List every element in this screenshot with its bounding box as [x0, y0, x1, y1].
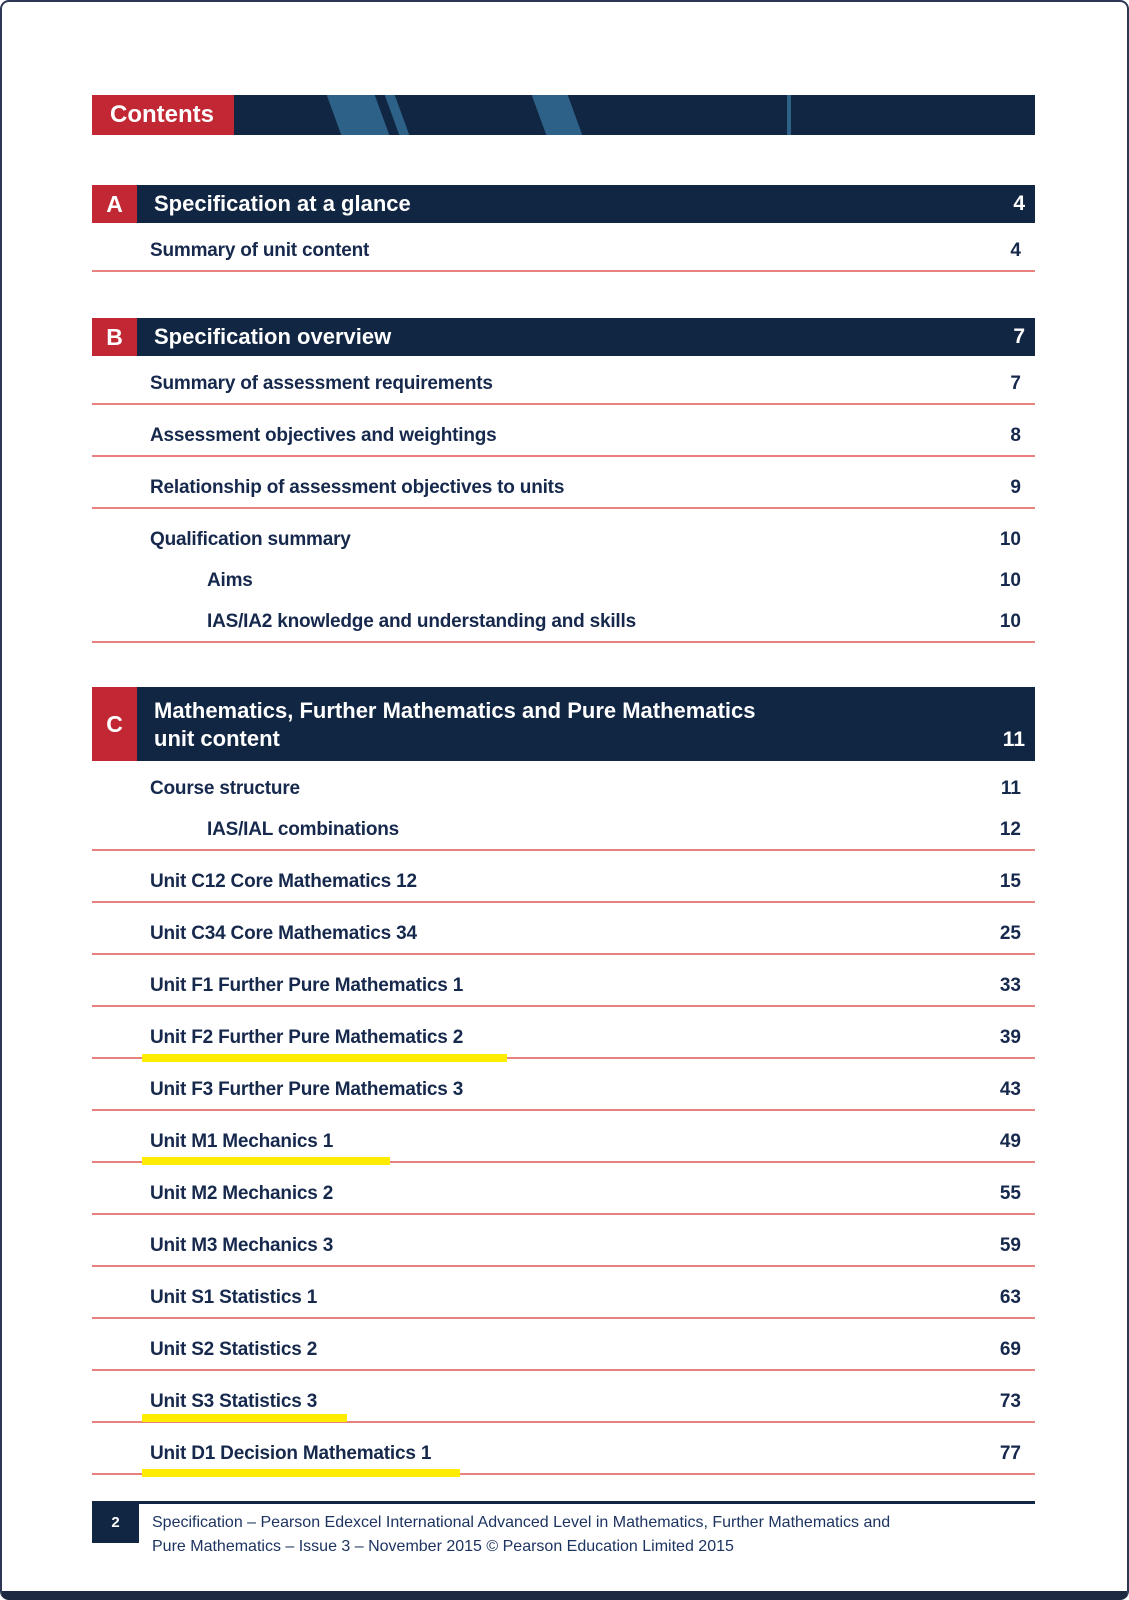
toc-entry-page: 15 [999, 871, 1021, 892]
toc-entry-page: 9 [1010, 477, 1021, 498]
toc-entry-label: Summary of unit content [150, 240, 370, 261]
toc-entry-label: Relationship of assessment objectives to units [150, 477, 565, 498]
toc-entry[interactable] [92, 778, 1035, 808]
toc-entry-label: Unit S1 Statistics 1 [150, 1287, 318, 1308]
toc-entry[interactable] [92, 1183, 1035, 1215]
toc-entry[interactable] [92, 373, 1035, 405]
toc-entry-label: Summary of assessment requirements [150, 373, 493, 394]
yellow-highlight-mark [142, 1414, 347, 1422]
contents-header-bar [92, 95, 1035, 135]
toc-entry[interactable] [92, 1027, 1035, 1059]
yellow-highlight-mark [142, 1054, 507, 1062]
footer-rule [92, 1501, 1035, 1504]
toc-entry-page: 10 [999, 570, 1021, 591]
toc-entry-page: 12 [999, 819, 1021, 840]
section-header-c[interactable] [92, 687, 1035, 761]
toc-entry-label: Unit F3 Further Pure Mathematics 3 [150, 1079, 464, 1100]
toc-entry-page: 33 [999, 975, 1021, 996]
toc-entry-label: IAS/IAL combinations [207, 819, 400, 840]
toc-entry[interactable] [92, 425, 1035, 457]
toc-entry-label: IAS/IA2 knowledge and understanding and skills [207, 611, 636, 632]
section-title-bar [137, 318, 1035, 356]
section-title: Specification at a glance [154, 191, 411, 216]
toc-entry[interactable] [92, 819, 1035, 851]
toc-entry[interactable] [92, 477, 1035, 509]
toc-entry-label: Unit S2 Statistics 2 [150, 1339, 318, 1360]
toc-entry[interactable] [92, 1339, 1035, 1371]
toc-entry-label: Unit F1 Further Pure Mathematics 1 [150, 975, 464, 996]
section-title-bar [137, 687, 1035, 761]
toc-entry-page: 10 [999, 529, 1021, 550]
diagonal-stripe [530, 95, 585, 135]
toc-entry-page: 4 [1010, 240, 1021, 261]
toc-entry-page: 77 [999, 1443, 1021, 1464]
toc-entry-label: Unit F2 Further Pure Mathematics 2 [150, 1027, 464, 1048]
vertical-line [787, 95, 791, 135]
toc-entry-page: 73 [999, 1391, 1021, 1412]
toc-entry[interactable] [92, 1235, 1035, 1267]
toc-entry-page: 49 [999, 1131, 1021, 1152]
section-letter: C [92, 687, 137, 761]
header-decorative-strip [234, 95, 1035, 135]
toc-entry-label: Course structure [150, 778, 300, 799]
section-page-number: 4 [1013, 192, 1025, 215]
section-title [154, 697, 756, 753]
toc-entry-label: Qualification summary [150, 529, 351, 550]
toc-entry-page: 39 [999, 1027, 1021, 1048]
toc-entry-page: 11 [1000, 778, 1021, 799]
toc-entry[interactable] [92, 1079, 1035, 1111]
toc-entry-page: 69 [999, 1339, 1021, 1360]
section-title: Specification overview [154, 324, 392, 349]
footer-text [152, 1511, 1035, 1559]
toc-entry-label: Unit M3 Mechanics 3 [150, 1235, 334, 1256]
section-title-bar [137, 185, 1035, 223]
toc-entry-label: Assessment objectives and weightings [150, 425, 497, 446]
toc-entry-label: Unit M1 Mechanics 1 [150, 1131, 334, 1152]
toc-entry-page: 63 [999, 1287, 1021, 1308]
page-footer [92, 1501, 1035, 1559]
toc-entry[interactable] [92, 923, 1035, 955]
page-title: Contents [92, 95, 234, 135]
section-page-number: 11 [1002, 728, 1025, 751]
toc-entry[interactable] [92, 611, 1035, 643]
toc-entry-label: Unit C12 Core Mathematics 12 [150, 871, 417, 892]
toc-entry[interactable] [92, 529, 1035, 559]
section-page-number: 7 [1013, 325, 1025, 348]
toc-entry-label: Unit C34 Core Mathematics 34 [150, 923, 417, 944]
toc-entry[interactable] [92, 1391, 1035, 1423]
yellow-highlight-mark [142, 1157, 390, 1165]
toc-entry-label: Aims [207, 570, 253, 591]
toc-entry-page: 59 [999, 1235, 1021, 1256]
section-letter: B [92, 318, 137, 356]
toc-entry-page: 8 [1010, 425, 1021, 446]
page-number-badge: 2 [92, 1501, 139, 1543]
toc-entry-page: 10 [999, 611, 1021, 632]
toc-entry-label: Unit M2 Mechanics 2 [150, 1183, 334, 1204]
section-title-line2: unit content [154, 726, 280, 752]
footer-text-line2: Pure Mathematics – Issue 3 – November 2015 © Pearson Education Limited 2015 [152, 1538, 734, 1555]
toc-entry[interactable] [92, 1287, 1035, 1319]
toc-entry[interactable] [92, 871, 1035, 903]
toc-entry[interactable] [92, 1443, 1035, 1475]
toc-entry[interactable] [92, 570, 1035, 600]
section-title-line1: Mathematics, Further Mathematics and Pure Mathematics [154, 698, 756, 724]
yellow-highlight-mark [142, 1469, 460, 1477]
section-header-b[interactable] [92, 318, 1035, 356]
footer-text-line1: Specification – Pearson Edexcel International Advanced Level in Mathematics, Further Mathematics and [152, 1514, 891, 1531]
toc-entry-page: 7 [1010, 373, 1021, 394]
toc-entry[interactable] [92, 975, 1035, 1007]
section-header-a[interactable] [92, 185, 1035, 223]
toc-entry-page: 25 [999, 923, 1021, 944]
page-content [2, 2, 1127, 1559]
toc-entry-page: 43 [999, 1079, 1021, 1100]
toc-entry-label: Unit S3 Statistics 3 [150, 1391, 318, 1412]
toc-entry[interactable] [92, 240, 1035, 272]
toc-entry[interactable] [92, 1131, 1035, 1163]
toc-entry-page: 55 [999, 1183, 1021, 1204]
toc-entry-label: Unit D1 Decision Mathematics 1 [150, 1443, 432, 1464]
section-letter: A [92, 185, 137, 223]
diagonal-stripe [325, 95, 392, 135]
